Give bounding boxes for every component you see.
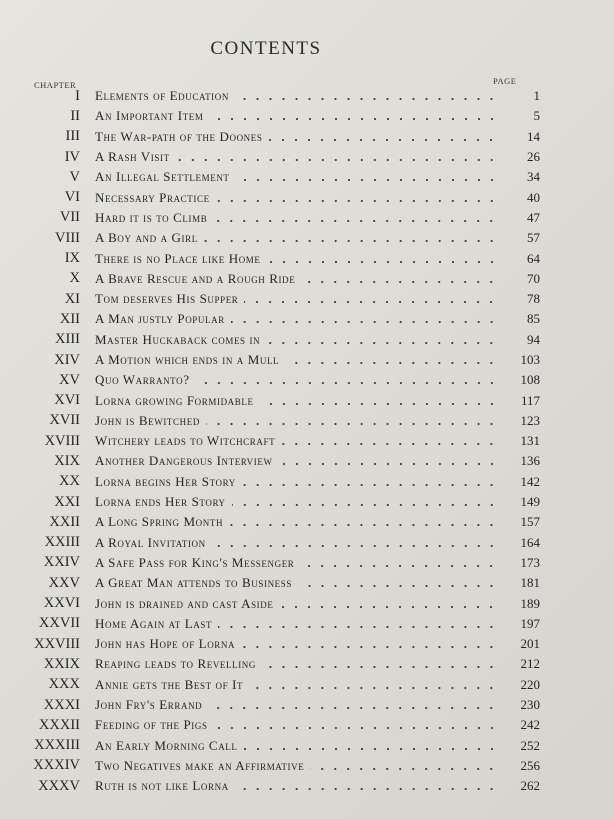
dot-leader	[216, 200, 498, 202]
chapter-number: XIII	[55, 331, 80, 348]
chapter-number: XI	[64, 290, 80, 307]
chapter-number: XXI	[54, 493, 80, 510]
dot-leader	[244, 301, 498, 303]
chapter-column-header: CHAPTER	[34, 80, 77, 90]
chapter-number: XXXIII	[34, 737, 80, 754]
dot-leader	[206, 423, 498, 425]
chapter-title: A Long Spring Month	[95, 514, 224, 530]
chapter-title: Quo Warranto?	[95, 372, 190, 388]
contents-entry	[0, 451, 540, 471]
contents-entry	[0, 573, 540, 593]
chapter-number: XXVIII	[34, 635, 80, 652]
chapter-title: A Great Man attends to Business	[95, 575, 292, 591]
dot-leader	[310, 768, 498, 770]
dot-leader	[244, 748, 499, 750]
dot-leader	[196, 382, 498, 384]
page-number: 78	[527, 291, 540, 307]
dot-leader	[249, 687, 498, 689]
contents-entry	[0, 289, 540, 309]
dot-leader	[231, 321, 498, 323]
page-number: 197	[520, 615, 540, 631]
contents-entry	[0, 512, 540, 532]
page-number: 103	[520, 352, 540, 367]
page-title: CONTENTS	[210, 38, 322, 59]
chapter-number: IV	[64, 148, 80, 165]
contents-entry	[0, 147, 540, 167]
page-number: 142	[520, 473, 540, 489]
chapter-title: John has Hope of Lorna	[95, 636, 236, 652]
chapter-number: X	[69, 270, 80, 287]
contents-entry	[0, 248, 540, 268]
chapter-number: XXIX	[43, 655, 80, 672]
dot-leader	[214, 727, 498, 729]
page-number: 14	[527, 128, 540, 144]
chapter-number: XXXIV	[33, 757, 80, 774]
page-number: 256	[520, 757, 540, 773]
chapter-number: XXIV	[43, 554, 80, 571]
chapter-title: Witchery leads to Witchcraft	[95, 433, 276, 449]
chapter-number: XVIII	[44, 432, 80, 449]
chapter-title: A Rash Visit	[95, 149, 170, 165]
contents-entry	[0, 269, 540, 289]
dot-leader	[235, 788, 498, 790]
contents-entry	[0, 431, 540, 451]
chapter-number: I	[75, 87, 80, 104]
dot-leader	[281, 443, 498, 445]
chapter-number: VI	[64, 189, 80, 206]
page-number: 94	[527, 331, 540, 347]
contents-entry	[0, 187, 540, 207]
chapter-title: An Early Morning Call	[95, 737, 238, 753]
contents-entry	[0, 472, 540, 492]
page-number: 157	[520, 514, 540, 530]
chapter-number: XXII	[49, 513, 80, 530]
dot-leader	[262, 666, 498, 668]
dot-leader	[300, 565, 498, 567]
chapter-title: Tom deserves His Supper	[95, 291, 239, 307]
chapter-title: Two Negatives make an Affirmative	[95, 757, 305, 773]
chapter-number: XXVII	[38, 615, 80, 632]
page-number: 230	[520, 697, 540, 713]
dot-leader	[213, 220, 498, 222]
contents-entry	[0, 776, 540, 796]
dot-leader	[204, 240, 498, 242]
page-number: 34	[527, 169, 540, 185]
contents-entry	[0, 370, 540, 390]
page-number: 47	[527, 209, 540, 225]
dot-leader	[298, 585, 498, 587]
chapter-title: Elements of Education	[95, 88, 229, 104]
chapter-number: VII	[59, 209, 80, 226]
chapter-title: A Royal Invitation	[95, 534, 206, 550]
dot-leader	[268, 139, 498, 141]
page-number: 70	[527, 270, 540, 286]
chapter-number: III	[65, 128, 80, 145]
page-number: 212	[520, 656, 540, 672]
page-number: 252	[520, 737, 540, 753]
chapter-title: Lorna begins Her Story	[95, 473, 236, 489]
contents-entry	[0, 86, 540, 106]
chapter-number: XIX	[54, 452, 80, 469]
page-column-header: PAGE	[493, 76, 517, 86]
dot-leader	[301, 281, 498, 283]
page-number: 26	[527, 149, 540, 165]
contents-list	[0, 86, 540, 796]
chapter-title: An Important Item	[95, 108, 204, 124]
chapter-title: Home Again at Last	[95, 615, 213, 631]
chapter-number: XX	[59, 473, 80, 490]
contents-entry	[0, 715, 540, 735]
dot-leader	[242, 484, 498, 486]
dot-leader	[266, 342, 498, 344]
chapter-title: Feeding of the Pigs	[95, 717, 208, 733]
dot-leader	[232, 504, 498, 506]
page-number: 242	[520, 717, 540, 733]
page-number: 5	[533, 108, 540, 124]
page-number: 131	[520, 433, 540, 449]
dot-leader	[241, 646, 498, 648]
contents-entry	[0, 695, 540, 715]
chapter-number: XVI	[54, 392, 80, 409]
contents-entry	[0, 309, 540, 329]
chapter-title: A Motion which ends in a Mull	[95, 352, 280, 367]
chapter-title: An Illegal Settlement	[95, 169, 230, 185]
page-number: 181	[520, 575, 540, 591]
chapter-title: A Safe Pass for King's Messenger	[95, 554, 295, 570]
contents-entry	[0, 593, 540, 613]
chapter-title: Ruth is not like Lorna	[95, 778, 229, 794]
chapter-number: XVII	[49, 412, 80, 429]
page-number: 40	[527, 189, 540, 205]
page-number: 201	[520, 636, 540, 652]
page-number: 123	[520, 412, 540, 428]
page-number: 220	[520, 676, 540, 692]
dot-leader	[279, 606, 498, 608]
chapter-title: A Brave Rescue and a Rough Ride	[95, 270, 296, 286]
contents-entry	[0, 350, 540, 370]
page-number: 173	[520, 554, 540, 570]
contents-entry	[0, 167, 540, 187]
dot-leader	[279, 463, 498, 465]
chapter-number: IX	[64, 250, 80, 267]
dot-leader	[176, 159, 498, 161]
contents-entry	[0, 492, 540, 512]
page-number: 57	[527, 230, 540, 246]
chapter-title: Lorna ends Her Story	[95, 494, 226, 510]
contents-entry	[0, 330, 540, 350]
contents-entry	[0, 675, 540, 695]
chapter-number: V	[69, 168, 80, 185]
dot-leader	[260, 403, 498, 405]
chapter-title: Necessary Practice	[95, 189, 210, 205]
chapter-title: Master Huckaback comes in	[95, 331, 261, 347]
chapter-number: XXXII	[38, 716, 80, 733]
contents-entry	[0, 106, 540, 126]
chapter-number: XXVI	[43, 595, 80, 612]
chapter-number: XXXI	[43, 696, 80, 713]
contents-entry	[0, 553, 540, 573]
chapter-title: The War-path of the Doones	[95, 128, 263, 144]
page-number: 149	[520, 494, 540, 510]
contents-entry	[0, 756, 540, 776]
chapter-number: XXXV	[38, 777, 80, 794]
contents-entry	[0, 228, 540, 248]
page-number: 85	[527, 311, 540, 327]
chapter-number: XXV	[48, 574, 80, 591]
chapter-title: A Man justly Popular	[95, 311, 225, 327]
page-number: 108	[520, 372, 540, 388]
contents-entry	[0, 614, 540, 634]
dot-leader	[267, 261, 499, 263]
dot-leader	[285, 362, 498, 364]
page-number: 1	[533, 88, 540, 104]
chapter-title: Lorna growing Formidable	[95, 392, 254, 408]
contents-entry	[0, 208, 540, 228]
chapter-title: There is no Place like Home	[95, 250, 261, 266]
chapter-number: II	[70, 107, 80, 124]
contents-entry	[0, 411, 540, 431]
contents-entry	[0, 634, 540, 654]
page-number: 189	[520, 595, 540, 611]
dot-leader	[218, 626, 498, 628]
page-number: 117	[520, 392, 540, 408]
chapter-title: Annie gets the Best of It	[95, 676, 244, 692]
page-number: 262	[520, 778, 540, 794]
dot-leader	[236, 179, 498, 181]
dot-leader	[235, 98, 498, 100]
chapter-number: XII	[59, 310, 80, 327]
contents-entry	[0, 654, 540, 674]
dot-leader	[210, 118, 499, 120]
chapter-number: XV	[59, 371, 80, 388]
contents-entry	[0, 736, 540, 756]
chapter-title: John Fry's Errand	[95, 697, 203, 713]
contents-entry	[0, 127, 540, 147]
chapter-number: VIII	[55, 229, 80, 246]
contents-entry	[0, 533, 540, 553]
page-number: 164	[520, 534, 540, 550]
contents-entry	[0, 390, 540, 410]
chapter-number: XXIII	[44, 534, 80, 551]
chapter-title: A Boy and a Girl	[95, 230, 198, 246]
page-number: 64	[527, 250, 540, 266]
chapter-title: Reaping leads to Revelling	[95, 656, 257, 672]
dot-leader	[208, 707, 498, 709]
chapter-title: Hard it is to Climb	[95, 209, 208, 225]
chapter-number: XIV	[54, 351, 80, 368]
dot-leader	[212, 545, 498, 547]
chapter-number: XXX	[48, 676, 80, 693]
chapter-title: Another Dangerous Interview	[95, 453, 273, 469]
chapter-title: John is drained and cast Aside	[95, 595, 274, 611]
chapter-title: John is Bewitched	[95, 412, 200, 428]
page-number: 136	[520, 453, 540, 469]
dot-leader	[229, 524, 498, 526]
